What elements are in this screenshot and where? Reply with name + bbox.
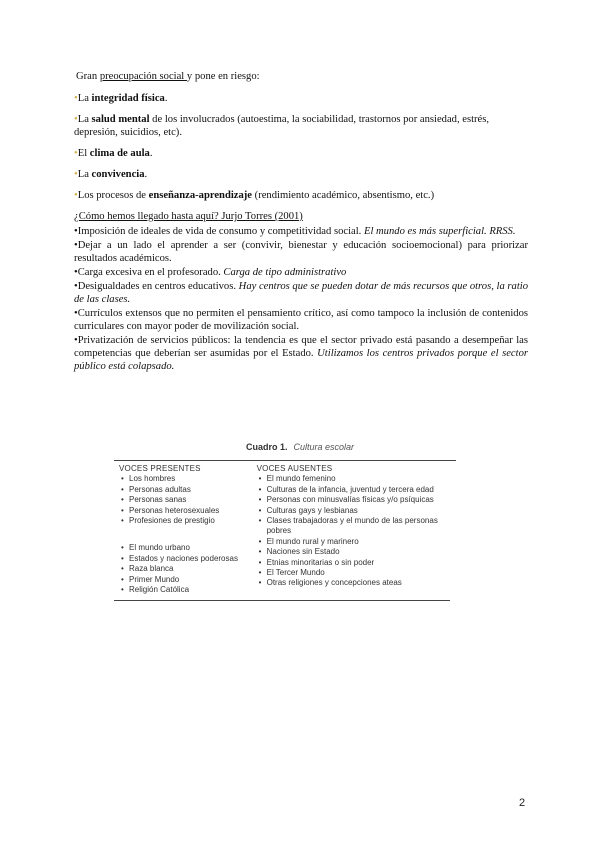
absent-voices-column — [251, 464, 456, 595]
list-item: • Otras religiones y concepciones ateas — [257, 578, 456, 588]
bullet-glyph: • — [74, 190, 78, 201]
bullet-glyph: • — [74, 169, 78, 180]
bullet-glyph: • — [74, 114, 78, 125]
cause-item: •Imposición de ideales de vida de consumo y competitividad social. El mundo es más superficial. RRSS. — [74, 226, 516, 237]
present-voices-header: VOCES PRESENTES — [119, 464, 201, 473]
cause-item: •Currículos extensos que no permiten el pensamiento crítico, así como tampoco la inclusión de contenidos curriculares con mayor poder de movilización social. — [74, 308, 528, 332]
intro-line: Gran preocupación social y pone en riesgo: — [76, 71, 260, 82]
risk-item: •La convivencia. — [74, 169, 148, 180]
bullet-glyph: • — [74, 148, 78, 159]
list-item: • Culturas gays y lesbianas — [257, 506, 456, 516]
figure-caption: Cuadro 1. Cultura escolar — [245, 442, 355, 452]
risk-item: •La integridad física. — [74, 93, 168, 104]
list-item: • Personas sanas — [119, 495, 251, 505]
list-item: • Religión Católica — [119, 585, 251, 595]
list-item: • Naciones sin Estado — [257, 547, 456, 557]
list-item: • Personas con minusvalías físicas y/o psíquicas — [257, 495, 456, 505]
absent-voices-header: VOCES AUSENTES — [256, 464, 333, 473]
risk-item: •La salud mental de los involucrados (autoestima, la sociabilidad, trastornos por ansiedad, estrés, depresión, suicidios, etc). — [74, 114, 490, 138]
section-heading: ¿Cómo hemos llegado hasta aquí? Jurjo Torres (2001) — [74, 211, 303, 222]
cause-item: •Desigualdades en centros educativos. Hay centros que se pueden dotar de más recursos que otros, la ratio de las clases. — [74, 281, 529, 305]
bullet-glyph: • — [74, 93, 78, 104]
cause-item: •Dejar a un lado el aprender a ser (convivir, bienestar y educación socioemocional) para priorizar resultados académicos. — [74, 240, 528, 264]
list-item: • Etnias minoritarias o sin poder — [257, 558, 456, 568]
text-body — [74, 70, 528, 373]
risk-item: •Los procesos de enseñanza-aprendizaje (rendimiento académico, absentismo, etc.) — [74, 190, 435, 201]
figure-bottom-rule — [114, 600, 450, 601]
list-item: • Primer Mundo — [119, 575, 251, 585]
list-item: • El mundo femenino — [257, 474, 456, 484]
list-item: • El Tercer Mundo — [257, 568, 456, 578]
present-voices-column — [114, 464, 251, 595]
list-item: • Raza blanca — [119, 564, 251, 574]
list-item: • Estados y naciones poderosas — [119, 554, 251, 564]
list-item: • Personas heterosexuales — [119, 506, 251, 516]
list-item: • Culturas de la infancia, juventud y tercera edad — [257, 485, 456, 495]
cause-item: •Carga excesiva en el profesorado. Carga de tipo administrativo — [74, 267, 347, 278]
intro-underlined: preocupación social — [99, 71, 187, 82]
list-item: • El mundo rural y marinero — [257, 537, 456, 547]
list-item: • Personas adultas — [119, 485, 251, 495]
list-item: • El mundo urbano — [119, 543, 251, 553]
risk-item: •El clima de aula. — [74, 148, 153, 159]
cause-list — [74, 225, 528, 373]
cultura-escolar-figure — [114, 442, 456, 601]
list-item: • Clases trabajadoras y el mundo de las personas pobres — [257, 516, 456, 537]
cause-item: •Privatización de servicios públicos: la tendencia es que el sector privado está pasando a desempeñar las competencias que deberían ser asumidas por el Estado. Utilizamos los centros privados porque el sector público está colapsado. — [74, 335, 528, 372]
list-item: • Profesiones de prestigio — [119, 516, 251, 526]
page-number: 2 — [519, 797, 526, 809]
list-item: • Los hombres — [119, 474, 251, 484]
figure-columns — [114, 461, 456, 595]
risk-list — [74, 92, 528, 202]
